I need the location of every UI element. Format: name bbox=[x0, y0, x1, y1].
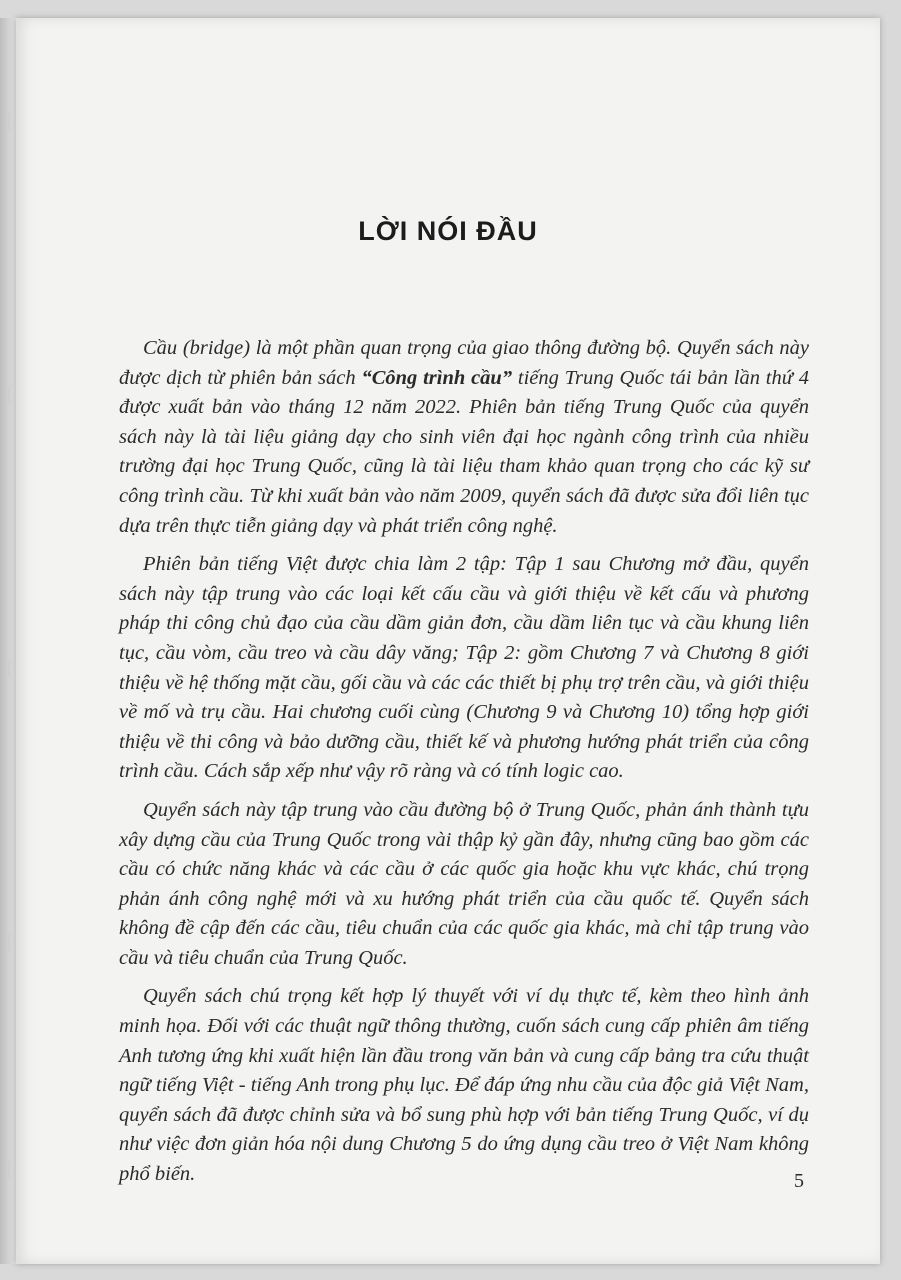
paragraph-1 bbox=[119, 334, 809, 541]
paragraph-4: Quyển sách chú trọng kết hợp lý thuyết với ví dụ thực tế, kèm theo hình ảnh minh họa. Đối với các thuật ngữ thông thường, cuốn sách cung cấp phiên âm tiếng Anh tương ứng khi xuất hiện lần đầu trong văn bản và cung cấp bảng tra cứu thuật ngữ tiếng Việt - tiếng Anh trong phụ lục. Để đáp ứng nhu cầu của độc giả Việt Nam, quyển sách đã được chỉnh sửa và bổ sung phù hợp với bản tiếng Trung Quốc, ví dụ như việc đơn giản hóa nội dung Chương 5 do ứng dụng cầu treo ở Việt Nam không phổ biến. bbox=[119, 985, 809, 1186]
paragraph-1-text-b: tiếng Trung Quốc tái bản lần thứ 4 được xuất bản vào tháng 12 năm 2022. Phiên bản tiếng Trung Quốc của quyển sách này là tài liệu giảng dạy cho sinh viên đại học ngành công trình của nhiều trường đại học Trung Quốc, cũng là tài liệu tham khảo quan trọng cho các kỹ sư công trình cầu. Từ khi xuất bản vào năm 2009, quyển sách đã được sửa đổi liên tục dựa trên thực tiễn giảng dạy và phát triển công nghệ. bbox=[119, 366, 809, 537]
paragraph-2: Phiên bản tiếng Việt được chia làm 2 tập: Tập 1 sau Chương mở đầu, quyển sách này tập trung vào các loại kết cấu cầu và giới thiệu về kết cấu và phương pháp thi công chủ đạo của cầu dầm giản đơn, cầu dầm liên tục và cầu khung liên tục, cầu vòm, cầu treo và cầu dây văng; Tập 2: gồm Chương 7 và Chương 8 giới thiệu về hệ thống mặt cầu, gối cầu và các các thiết bị phụ trợ trên cầu, và giới thiệu về mố và trụ cầu. Hai chương cuối cùng (Chương 9 và Chương 10) tổng hợp giới thiệu về thi công và bảo dưỡng cầu, thiết kế và phương hướng phát triển của công trình cầu. Cách sắp xếp như vậy rõ ràng và có tính logic cao. bbox=[119, 553, 809, 783]
book-title-emphasis: “Công trình cầu” bbox=[361, 366, 513, 389]
preface-body bbox=[119, 334, 809, 1199]
page-number: 5 bbox=[794, 1170, 804, 1192]
paragraph-3: Quyển sách này tập trung vào cầu đường bộ ở Trung Quốc, phản ánh thành tựu xây dựng cầu của Trung Quốc trong vài thập kỷ gần đây, nhưng cũng bao gồm các cầu có chức năng khác và các cầu ở các quốc gia hoặc khu vực khác, chú trọng phản ánh công nghệ mới và xu hướng phát triển của cầu quốc tế. Quyển sách không đề cập đến các cầu, tiêu chuẩn của các quốc gia khác, mà chỉ tập trung vào cầu và tiêu chuẩn của Trung Quốc. bbox=[119, 798, 809, 969]
page-title: LỜI NÓI ĐẦU bbox=[358, 216, 538, 246]
document-page bbox=[16, 18, 880, 1264]
paragraph-1-text-a: Cầu (bridge) là một phần quan trọng của giao thông đường bộ. Quyển sách này được dịch từ phiên bản sách bbox=[119, 337, 809, 389]
book-spine bbox=[0, 18, 16, 1264]
